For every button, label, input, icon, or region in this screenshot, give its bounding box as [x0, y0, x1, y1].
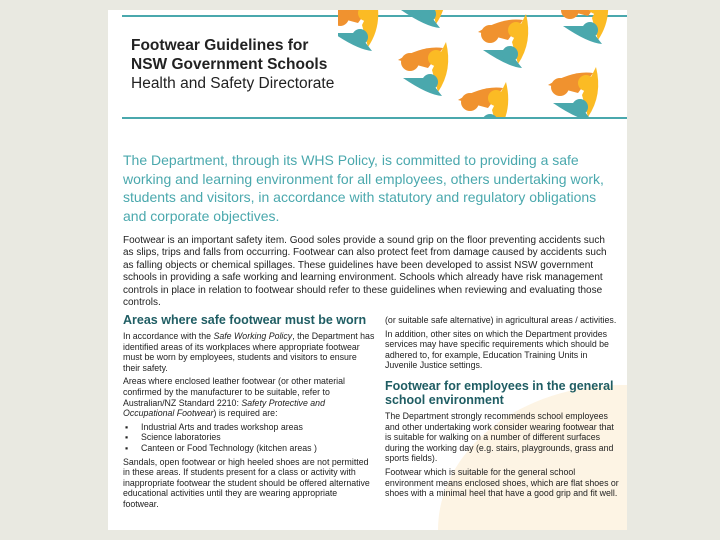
title-line-2: NSW Government Schools: [131, 56, 328, 73]
text-run: Areas where enclosed leather footwear (or other material confirmed by the manufacturer to be suitable, refer to Australian/NZ Standard 2210:: [123, 376, 345, 408]
policy-name: Safe Working Policy: [213, 331, 293, 341]
list-item: ▪ Industrial Arts and trades workshop areas: [123, 422, 375, 433]
list-item: ▪ Canteen or Food Technology (kitchen areas ): [123, 443, 375, 454]
document-page: [108, 10, 627, 530]
document-subtitle: Health and Safety Directorate: [131, 75, 335, 92]
paragraph: [123, 331, 375, 373]
section-heading-safe-areas: Areas where safe footwear must be worn: [123, 313, 367, 327]
people-pattern-logo: [338, 10, 627, 117]
intro-statement: The Department, through its WHS Policy, is committed to providing a safe working and learning environment for all employees, others undertaking work, students and visitors, in accordance with statutory and regulatory obligations and corporate objectives.: [123, 152, 604, 224]
section-heading-employees: Footwear for employees in the general school environment: [385, 378, 614, 407]
text-run: In accordance with the: [123, 331, 214, 341]
required-areas-list: [123, 422, 375, 454]
paragraph: Sandals, open footwear or high heeled shoes are not permitted in these areas. If students present for a class or activity with inappropriate footwear the student should be offered alternative educational activities until they are wearing appropriate footwear.: [123, 456, 370, 509]
paragraph: [123, 376, 375, 418]
header-rule: [122, 117, 627, 119]
intro-body: Footwear is an important safety item. Good soles provide a sound grip on the floor preventing accidents such as slips, trips and falls from occurring. Footwear can also protect feet from damage caused by accidents such as falling objects or chemical spillages. These guidelines have been developed to assist NSW government schools in providing a safe working and learning environment. Schools which already have risk management controls in place in relation to footwear should refer to these guidelines when reviewing and evaluating those controls.: [123, 235, 607, 309]
paragraph: In addition, other sites on which the Department provides services may have specific requirements which should be adhered to, for example, Education Training Units in Juvenile Justice settings.: [385, 328, 609, 371]
right-column: [385, 315, 619, 502]
left-column: [123, 313, 375, 513]
text-run: ) is required are:: [213, 408, 278, 419]
text-run: , the Department has identified areas of its workplaces where appropriate footwear must be worn by employees, students and visitors to ensure their safety.: [123, 331, 375, 373]
standard-name: Safety Protective and Occupational Footwear: [123, 397, 325, 419]
paragraph: Footwear which is suitable for the general school environment means enclosed shoes, which are flat shoes or shoes with a minimal heel that have a good grip and fit well.: [385, 466, 619, 499]
title-line-1: Footwear Guidelines for: [131, 37, 309, 54]
paragraph: (or suitable safe alternative) in agricultural areas / activities.: [385, 315, 617, 325]
paragraph: The Department strongly recommends school employees and other undertaking work consider wearing footwear that is suitable for walking on a number of different surfaces during the working day (e.g. stairs, playgrounds, grass and sports fields).: [385, 410, 614, 464]
document-title: [131, 36, 334, 93]
list-item: ▪ Science laboratories: [123, 432, 375, 443]
